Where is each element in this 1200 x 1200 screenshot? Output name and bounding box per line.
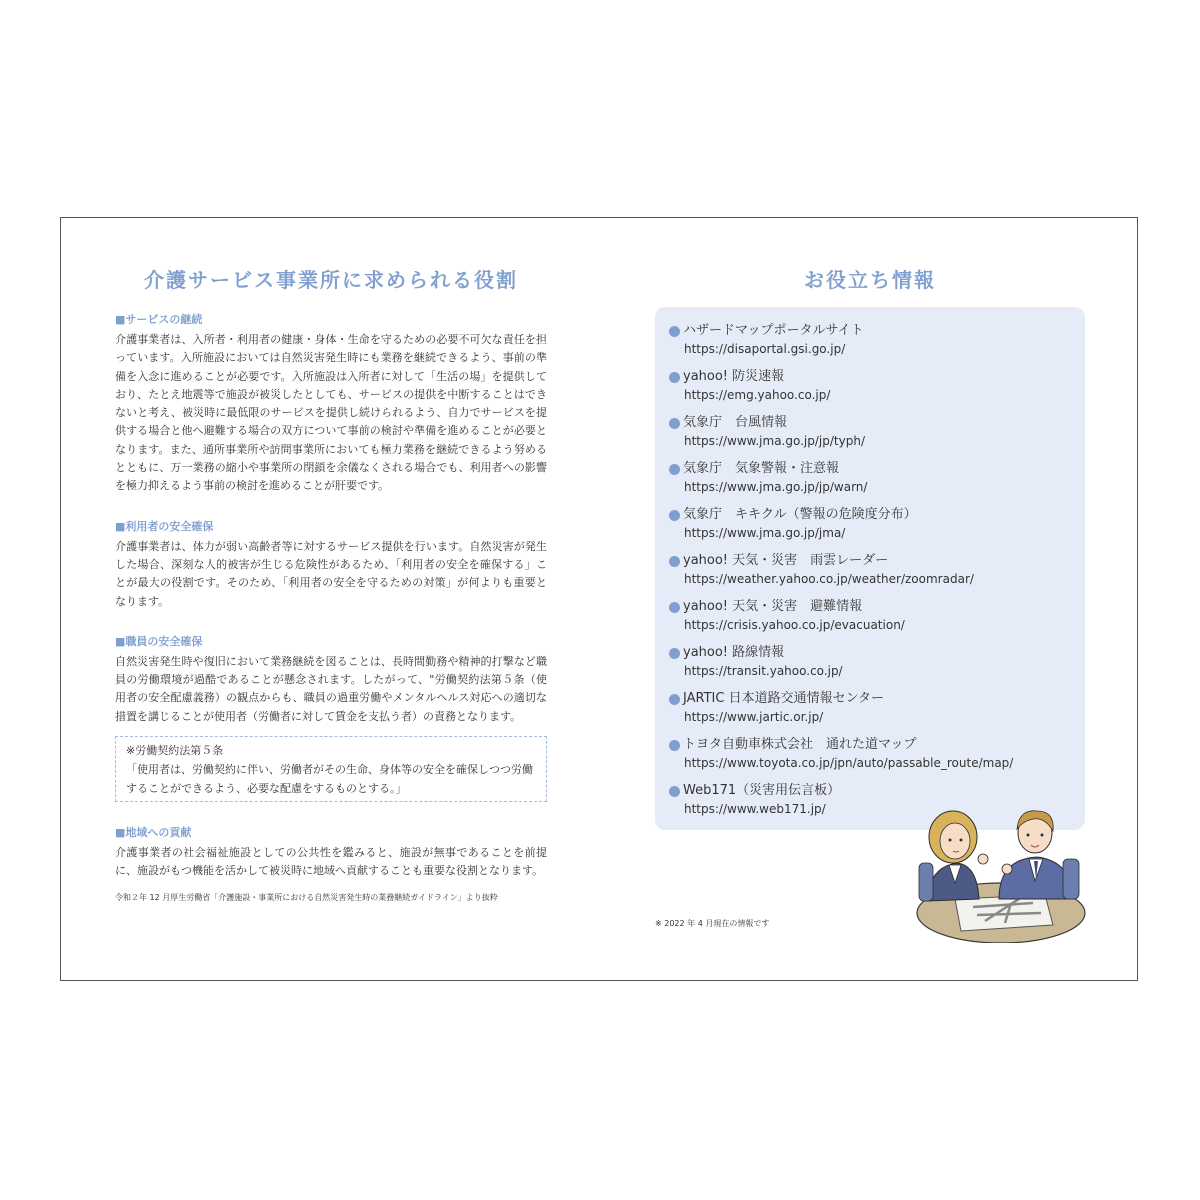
section-body: 介護事業者の社会福祉施設としての公共性を鑑みると、施設が無事であることを前提に、施設がもつ機能を活かして被災時に地域へ貢献することも重要な役割となります。 xyxy=(115,846,547,878)
bullet-icon xyxy=(669,786,680,797)
section-user-safety xyxy=(115,518,547,611)
info-name: JARTIC 日本道路交通情報センター xyxy=(683,691,885,706)
bullet-icon xyxy=(669,418,680,429)
bullet-icon xyxy=(669,648,680,659)
bullet-icon xyxy=(669,694,680,705)
section-service-continuity xyxy=(115,311,547,496)
info-name: 気象庁 キキクル（警報の危険度分布） xyxy=(683,507,917,522)
bullet-icon xyxy=(669,326,680,337)
info-name: 気象庁 台風情報 xyxy=(683,415,788,430)
section-heading: ■利用者の安全確保 xyxy=(115,519,214,533)
info-url-link[interactable]: https://www.jma.go.jp/jp/warn/ xyxy=(684,480,868,494)
quote-text: 「使用者は、労働契約に伴い、労働者がその生命、身体等の安全を確保しつつ労働することができるよう、必要な配慮をするものとする。」 xyxy=(126,763,533,796)
info-item xyxy=(669,506,1073,542)
info-item xyxy=(669,598,1073,634)
right-column xyxy=(655,264,1085,830)
section-staff-safety xyxy=(115,633,547,726)
info-name: yahoo! 防災速報 xyxy=(683,369,785,384)
bullet-icon xyxy=(669,464,680,475)
section-community xyxy=(115,824,547,881)
right-title: お役立ち情報 xyxy=(804,268,936,292)
bullet-icon xyxy=(669,510,680,521)
info-item xyxy=(669,322,1073,358)
info-item xyxy=(669,690,1073,726)
labor-law-quote xyxy=(115,736,547,802)
info-url-link[interactable]: https://disaportal.gsi.go.jp/ xyxy=(684,342,846,356)
info-url-link[interactable]: https://weather.yahoo.co.jp/weather/zoomradar/ xyxy=(684,572,974,586)
info-url-link[interactable]: https://www.jartic.or.jp/ xyxy=(684,710,824,724)
section-body: 介護事業者は、体力が弱い高齢者等に対するサービス提供を行います。自然災害が発生した場合、深刻な人的被害が生じる危険性があるため、「利用者の安全を確保する」ことが最大の役割です。そのため、「利用者の安全を守るための対策」が何よりも重要となります。 xyxy=(115,539,547,608)
left-title: 介護サービス事業所に求められる役割 xyxy=(144,268,518,292)
left-column xyxy=(115,264,547,903)
meeting-illustration xyxy=(915,803,1087,943)
bullet-icon xyxy=(669,602,680,613)
info-url-link[interactable]: https://www.web171.jp/ xyxy=(684,802,826,816)
info-url-link[interactable]: https://www.toyota.co.jp/jpn/auto/passable_route/map/ xyxy=(684,756,1014,770)
info-item xyxy=(669,552,1073,588)
info-item xyxy=(669,368,1073,404)
source-citation: 令和２年 12 月厚生労働省「介護施設・事業所における自然災害発生時の業務継続ガイドライン」より抜粋 xyxy=(115,892,498,902)
info-name: 気象庁 気象警報・注意報 xyxy=(683,461,840,476)
section-body: 介護事業者は、入所者・利用者の健康・身体・生命を守るための必要不可欠な責任を担っています。入所施設においては自然災害発生時にも業務を継続できるよう、事前の準備を入念に進めることが必要です。入所施設は入所者に対して「生活の場」を提供しており、たとえ地震等で施設が被災したとしても、サービスの提供を中断することはできないと考え、被災時に最低限のサービスを提供し続けられるよう、自力でサービスを提供する場合と他へ避難する場合の双方について事前の検討や準備を進めることが必要となります。また、通所事業所や訪問事業所においても極力業務を継続できるよう努めるとともに、万一業務の縮小や事業所の閉鎖を余儀なくされる場合でも、利用者への影響を極力抑えるよう事前の検討を進めることが肝要です。 xyxy=(115,333,547,493)
info-name: yahoo! 天気・災害 避難情報 xyxy=(683,599,863,614)
info-url-link[interactable]: https://www.jma.go.jp/jp/typh/ xyxy=(684,434,865,448)
quote-title: ※労働契約法第５条 xyxy=(126,744,224,758)
info-name: トヨタ自動車株式会社 通れた道マップ xyxy=(683,737,917,752)
document-page xyxy=(60,217,1138,981)
info-date-note: ※ 2022 年 4 月現在の情報です xyxy=(655,919,770,928)
section-body: 自然災害発生時や復旧において業務継続を図ることは、長時間勤務や精神的打撃など職員の労働環境が過酷であることが懸念されます。したがって、"労働契約法第５条（使用者の安全配慮義務）の観点からも、職員の過重労働やメンタルヘルス対応への適切な措置を講じることが使用者（労働者に対して賃金を支払う者）の責務となります。 xyxy=(115,654,547,723)
info-name: Web171（災害用伝言板） xyxy=(683,783,841,798)
info-name: yahoo! 天気・災害 雨雲レーダー xyxy=(683,553,889,568)
info-url-link[interactable]: https://transit.yahoo.co.jp/ xyxy=(684,664,843,678)
bullet-icon xyxy=(669,556,680,567)
info-name: ハザードマップポータルサイト xyxy=(683,323,864,338)
useful-info-box xyxy=(655,307,1085,830)
info-name: yahoo! 路線情報 xyxy=(683,645,785,660)
info-item xyxy=(669,414,1073,450)
info-url-link[interactable]: https://www.jma.go.jp/jma/ xyxy=(684,526,846,540)
section-heading: ■サービスの継続 xyxy=(115,313,203,326)
bullet-icon xyxy=(669,372,680,383)
info-item xyxy=(669,460,1073,496)
section-heading: ■地域への貢献 xyxy=(115,826,192,840)
bullet-icon xyxy=(669,740,680,751)
info-url-link[interactable]: https://emg.yahoo.co.jp/ xyxy=(684,388,831,402)
info-item xyxy=(669,736,1073,772)
section-heading: ■職員の安全確保 xyxy=(115,634,203,648)
info-item xyxy=(669,644,1073,680)
info-url-link[interactable]: https://crisis.yahoo.co.jp/evacuation/ xyxy=(684,618,905,632)
